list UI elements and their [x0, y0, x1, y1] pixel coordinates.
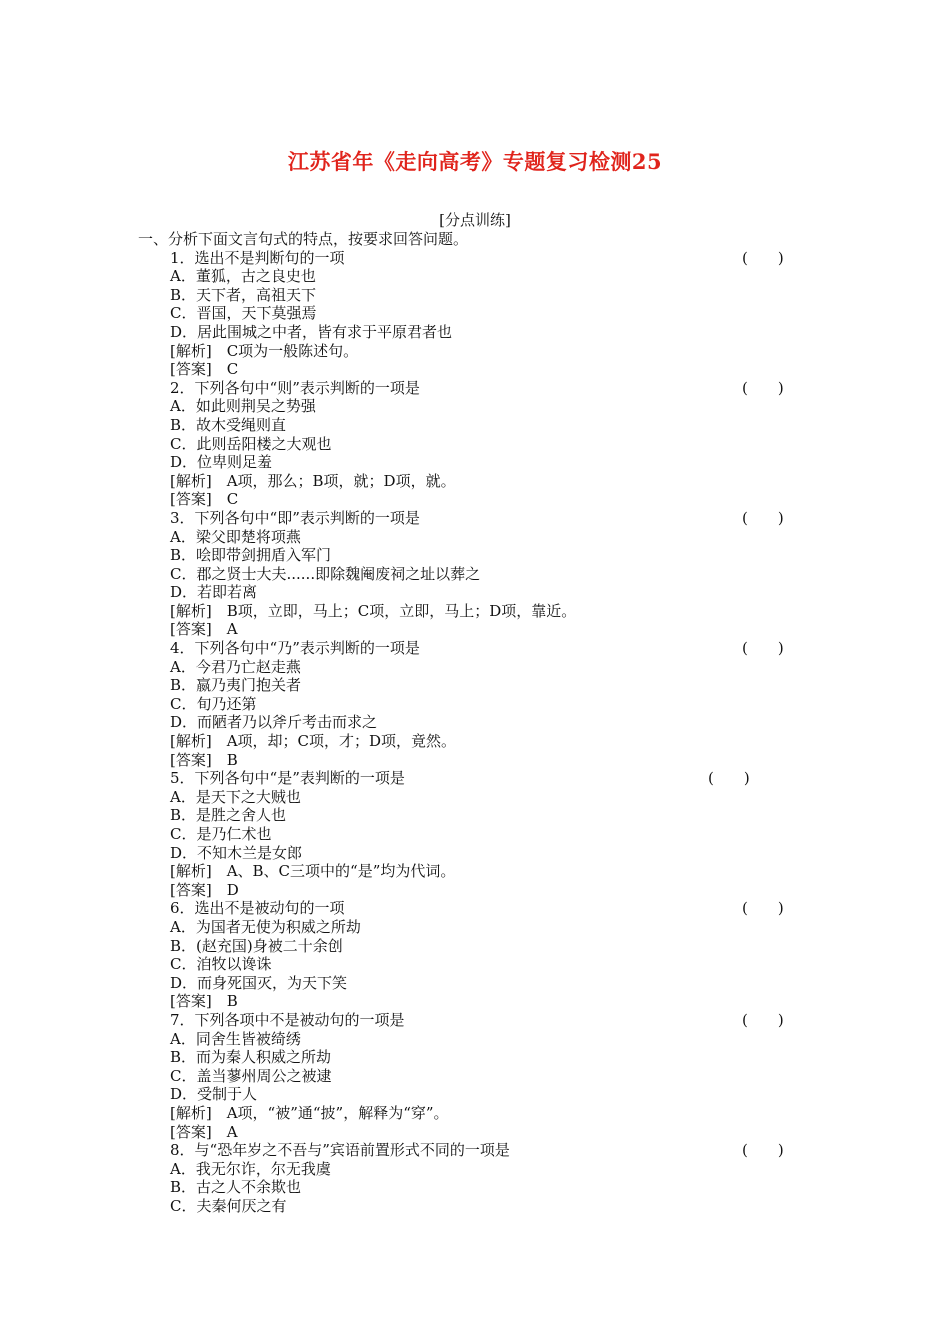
text-line: [0, 881, 950, 900]
text-line: [0, 565, 950, 584]
answer-blank: ( ): [742, 1010, 784, 1029]
line-text: D．受制于人: [170, 1085, 258, 1104]
text-line: [0, 751, 950, 770]
text-line: [0, 639, 950, 658]
text-line: [0, 360, 950, 379]
line-text: A．今君乃亡赵走燕: [170, 657, 301, 676]
line-text: A．梁父即楚将项燕: [170, 527, 301, 546]
line-text: [解析] A项，“被”通“披”，解释为“穿”。: [170, 1103, 449, 1122]
line-text: [解析] B项，立即，马上；C项，立即，马上；D项，靠近。: [170, 601, 577, 620]
line-text: B．(赵充国)身被二十余创: [170, 936, 343, 955]
line-text: [答案] C: [170, 490, 239, 509]
page-title: 江苏省年《走向高考》专题复习检测25: [287, 149, 663, 174]
text-line: [0, 379, 950, 398]
text-line: [0, 620, 950, 639]
text-line: [0, 1067, 950, 1086]
text-line: [0, 416, 950, 435]
text-line: [0, 435, 950, 454]
text-line: [0, 342, 950, 361]
line-text: [答案] A: [170, 620, 238, 639]
text-line: [0, 490, 950, 509]
line-text: B．天下者，高祖天下: [170, 285, 317, 304]
text-line: [0, 992, 950, 1011]
text-line: [0, 509, 950, 528]
text-line: [0, 267, 950, 286]
text-line: [0, 249, 950, 268]
text-line: [0, 1030, 950, 1049]
text-line: [0, 546, 950, 565]
line-text: [答案] D: [170, 880, 239, 899]
line-text: A．是天下之大贼也: [170, 787, 301, 806]
question-list: [0, 230, 950, 1215]
text-line: [0, 1011, 950, 1030]
line-text: [答案] B: [170, 750, 238, 769]
line-text: 4．下列各句中“乃”表示判断的一项是: [170, 639, 420, 658]
line-text: B．古之人不余欺也: [170, 1178, 302, 1197]
text-line: [0, 769, 950, 788]
text-line: [0, 844, 950, 863]
line-text: B．是胜之舍人也: [170, 806, 287, 825]
line-text: D．不知木兰是女郎: [170, 843, 303, 862]
line-text: C．晋国，天下莫强焉: [170, 304, 317, 323]
text-line: [0, 286, 950, 305]
line-text: 一、分析下面文言句式的特点，按要求回答问题。: [138, 230, 469, 248]
line-text: 7．下列各项中不是被动句的一项是: [170, 1010, 405, 1029]
line-text: B．哙即带剑拥盾入军门: [170, 546, 332, 565]
line-text: [答案] A: [170, 1122, 238, 1141]
answer-blank: ( ): [742, 899, 784, 918]
section-heading: [分点训练]: [439, 211, 511, 229]
answer-blank: ( ): [708, 769, 750, 788]
text-line: [0, 304, 950, 323]
line-text: [解析] C项为一般陈述句。: [170, 341, 359, 360]
line-text: D．位卑则足羞: [170, 453, 273, 472]
text-line: [0, 806, 950, 825]
line-text: A．同舍生皆被绮绣: [170, 1029, 301, 1048]
line-text: A．如此则荆吴之势强: [170, 397, 316, 416]
text-line: [0, 323, 950, 342]
line-text: C．旬乃还第: [170, 694, 257, 713]
text-line: [0, 937, 950, 956]
text-line: [0, 1197, 950, 1216]
text-line: [0, 825, 950, 844]
line-text: B．嬴乃夷门抱关者: [170, 676, 302, 695]
text-line: [0, 1141, 950, 1160]
text-line: [0, 1160, 950, 1179]
answer-blank: ( ): [742, 378, 784, 397]
line-text: B．而为秦人积威之所劫: [170, 1048, 332, 1067]
line-text: A．我无尔诈，尔无我虞: [170, 1159, 331, 1178]
answer-blank: ( ): [742, 508, 784, 527]
text-line: [0, 732, 950, 751]
text-line: [0, 1104, 950, 1123]
text-line: [0, 230, 950, 249]
line-text: D．而陋者乃以斧斤考击而求之: [170, 713, 378, 732]
text-line: [0, 1123, 950, 1142]
line-text: C．此则岳阳楼之大观也: [170, 434, 332, 453]
line-text: A．为国者无使为积威之所劫: [170, 917, 361, 936]
line-text: 5．下列各句中“是”表判断的一项是: [170, 769, 405, 788]
text-line: [0, 788, 950, 807]
text-line: [0, 1085, 950, 1104]
text-line: [0, 472, 950, 491]
text-line: [0, 453, 950, 472]
line-text: 6．选出不是被动句的一项: [170, 899, 345, 918]
text-line: [0, 955, 950, 974]
text-line: [0, 658, 950, 677]
line-text: A．董狐，古之良史也: [170, 267, 316, 286]
text-line: [0, 713, 950, 732]
answer-blank: ( ): [742, 1141, 784, 1160]
line-text: [解析] A项，却；C项，才；D项，竟然。: [170, 732, 457, 751]
answer-blank: ( ): [742, 248, 784, 267]
line-text: C．夫秦何厌之有: [170, 1196, 287, 1215]
text-line: [0, 918, 950, 937]
line-text: C．盖当蓼州周公之被逮: [170, 1066, 332, 1085]
line-text: [答案] B: [170, 992, 238, 1011]
line-text: 8．与“恐年岁之不吾与”宾语前置形式不同的一项是: [170, 1141, 510, 1160]
text-line: [0, 583, 950, 602]
text-line: [0, 695, 950, 714]
line-text: D．而身死国灭，为天下笑: [170, 973, 348, 992]
line-text: C．洎牧以谗诛: [170, 955, 272, 974]
line-text: [解析] A项，那么；B项，就；D项，就。: [170, 471, 456, 490]
text-line: [0, 1178, 950, 1197]
line-text: D．居此围城之中者，皆有求于平原君者也: [170, 322, 453, 341]
text-line: [0, 602, 950, 621]
text-line: [0, 1048, 950, 1067]
line-text: [解析] A、B、C三项中的“是”均为代词。: [170, 862, 456, 881]
text-line: [0, 528, 950, 547]
line-text: C．是乃仁术也: [170, 825, 272, 843]
line-text: C．郡之贤士大夫......即除魏阉废祠之址以葬之: [170, 564, 481, 583]
line-text: 3．下列各句中“即”表示判断的一项是: [170, 508, 420, 527]
text-line: [0, 676, 950, 695]
answer-blank: ( ): [742, 639, 784, 658]
line-text: B．故木受绳则直: [170, 415, 287, 434]
line-text: 1．选出不是判断句的一项: [170, 248, 345, 267]
text-line: [0, 397, 950, 416]
line-text: [答案] C: [170, 360, 239, 379]
text-line: [0, 974, 950, 993]
line-text: D．若即若离: [170, 583, 258, 602]
line-text: 2．下列各句中“则”表示判断的一项是: [170, 378, 420, 397]
text-line: [0, 862, 950, 881]
text-line: [0, 899, 950, 918]
